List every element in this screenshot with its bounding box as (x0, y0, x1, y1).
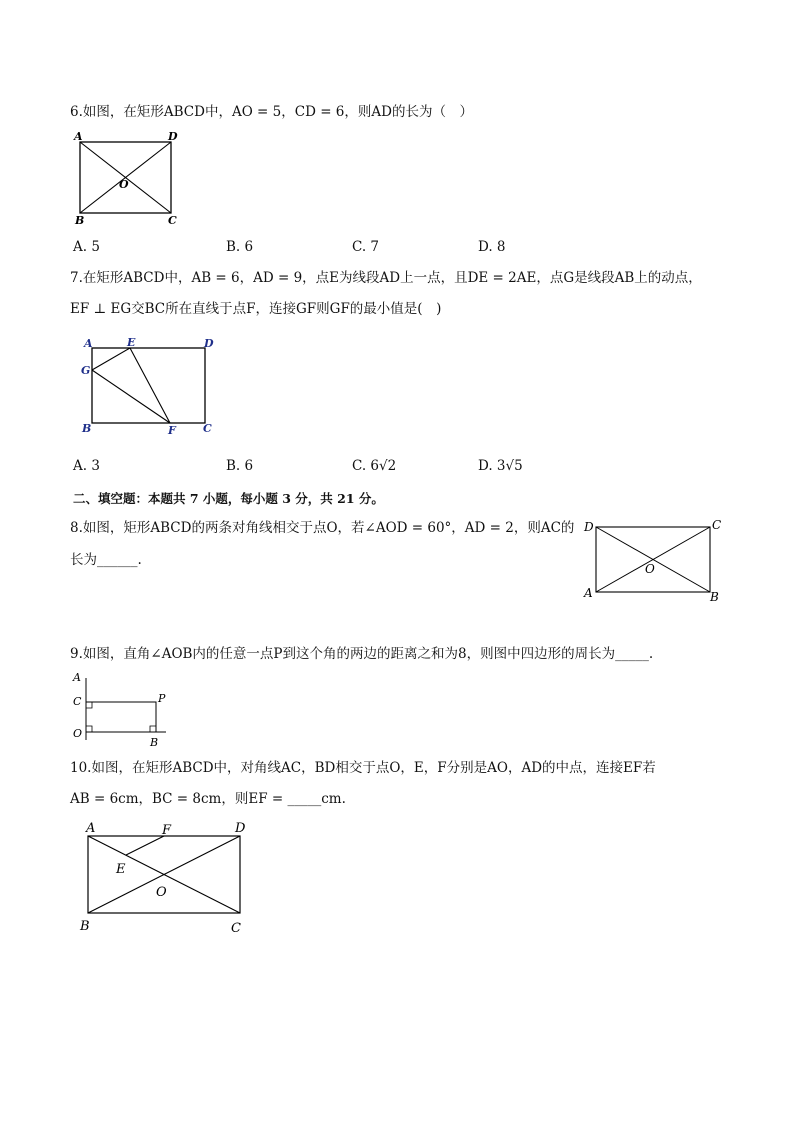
q10-stem-line2: AB = 6cm，BC = 8cm，则EF = _____cm. (70, 791, 346, 807)
q9-label-o: O (73, 727, 83, 740)
q8-stem-line1: 8.如图，矩形ABCD的两条对角线相交于点O，若∠AOD = 60°，AD = 2，则AC的 (70, 520, 575, 536)
q9-label-a: A (73, 671, 81, 684)
q9-quadrilateral (86, 702, 156, 732)
q7-segment-gf (92, 370, 170, 423)
q7-segment-ef (130, 348, 170, 423)
section-heading-fill-in: 二、填空题：本题共 7 小题，每小题 3 分，共 21 分。 (73, 491, 384, 506)
q8-label-c: C (712, 518, 722, 532)
q7-label-d: D (204, 337, 214, 350)
q9-label-c: C (73, 695, 82, 708)
q10-label-c: C (231, 921, 241, 936)
q9-figure (70, 670, 180, 750)
q7-label-b: B (82, 422, 92, 435)
q10-label-e: E (116, 862, 126, 877)
q8-label-o: O (645, 562, 655, 576)
q6-label-d: D (168, 130, 178, 143)
q9-right-angle-o (86, 726, 92, 732)
q6-option-b: B. 6 (226, 239, 254, 255)
q10-label-o: O (156, 885, 167, 900)
q7-segment-eg (92, 348, 130, 370)
q7-option-c: C. 6√2 (352, 458, 397, 474)
q7-label-a: A (84, 337, 93, 350)
q7-label-e: E (127, 336, 136, 349)
q6-label-o: O (119, 178, 129, 191)
q8-label-b: B (710, 590, 719, 604)
q6-label-b: B (75, 214, 85, 227)
q10-label-a: A (86, 821, 96, 836)
q8-label-a: A (584, 586, 593, 600)
q7-label-g: G (81, 364, 91, 377)
q7-stem-line1: 7.在矩形ABCD中，AB = 6，AD = 9，点E为线段AD上一点，且DE = 2AE，点G是线段AB上的动点， (70, 270, 702, 286)
q9-right-angle-b (150, 726, 156, 732)
q10-label-d: D (235, 821, 246, 836)
q10-label-f: F (162, 823, 172, 838)
q6-option-d: D. 8 (478, 239, 506, 255)
q10-figure (76, 818, 266, 938)
q7-label-f: F (168, 424, 176, 437)
q6-option-c: C. 7 (352, 239, 380, 255)
q7-option-a: A. 3 (73, 458, 100, 474)
q7-stem-line2: EF ⊥ EG交BC所在直线于点F，连接GF则GF的最小值是( ) (70, 301, 442, 317)
q6-label-a: A (74, 130, 83, 143)
q6-stem: 6.如图，在矩形ABCD中，AO = 5，CD = 6，则AD的长为（ ） (70, 104, 473, 120)
q9-label-b: B (150, 736, 159, 749)
q9-stem: 9.如图，直角∠AOB内的任意一点P到这个角的两边的距离之和为8，则图中四边形的周长为_____. (70, 646, 654, 662)
q8-stem-line2: 长为______. (70, 552, 142, 568)
q8-figure (582, 515, 732, 605)
q10-stem-line1: 10.如图，在矩形ABCD中，对角线AC，BD相交于点O，E，F分别是AO，AD的中点，连接EF若 (70, 760, 656, 776)
q10-label-b: B (80, 919, 90, 934)
q7-option-d: D. 3√5 (478, 458, 523, 474)
q7-figure (78, 336, 228, 436)
q7-option-b: B. 6 (226, 458, 254, 474)
q7-rectangle (92, 348, 205, 423)
q7-label-c: C (203, 422, 212, 435)
q8-label-d: D (584, 520, 594, 534)
q6-figure (70, 130, 190, 225)
q9-label-p: P (158, 692, 166, 705)
q9-right-angle-c (86, 702, 92, 708)
q6-option-a: A. 5 (73, 239, 100, 255)
q10-segment-ef (126, 836, 164, 855)
q6-label-c: C (168, 214, 177, 227)
